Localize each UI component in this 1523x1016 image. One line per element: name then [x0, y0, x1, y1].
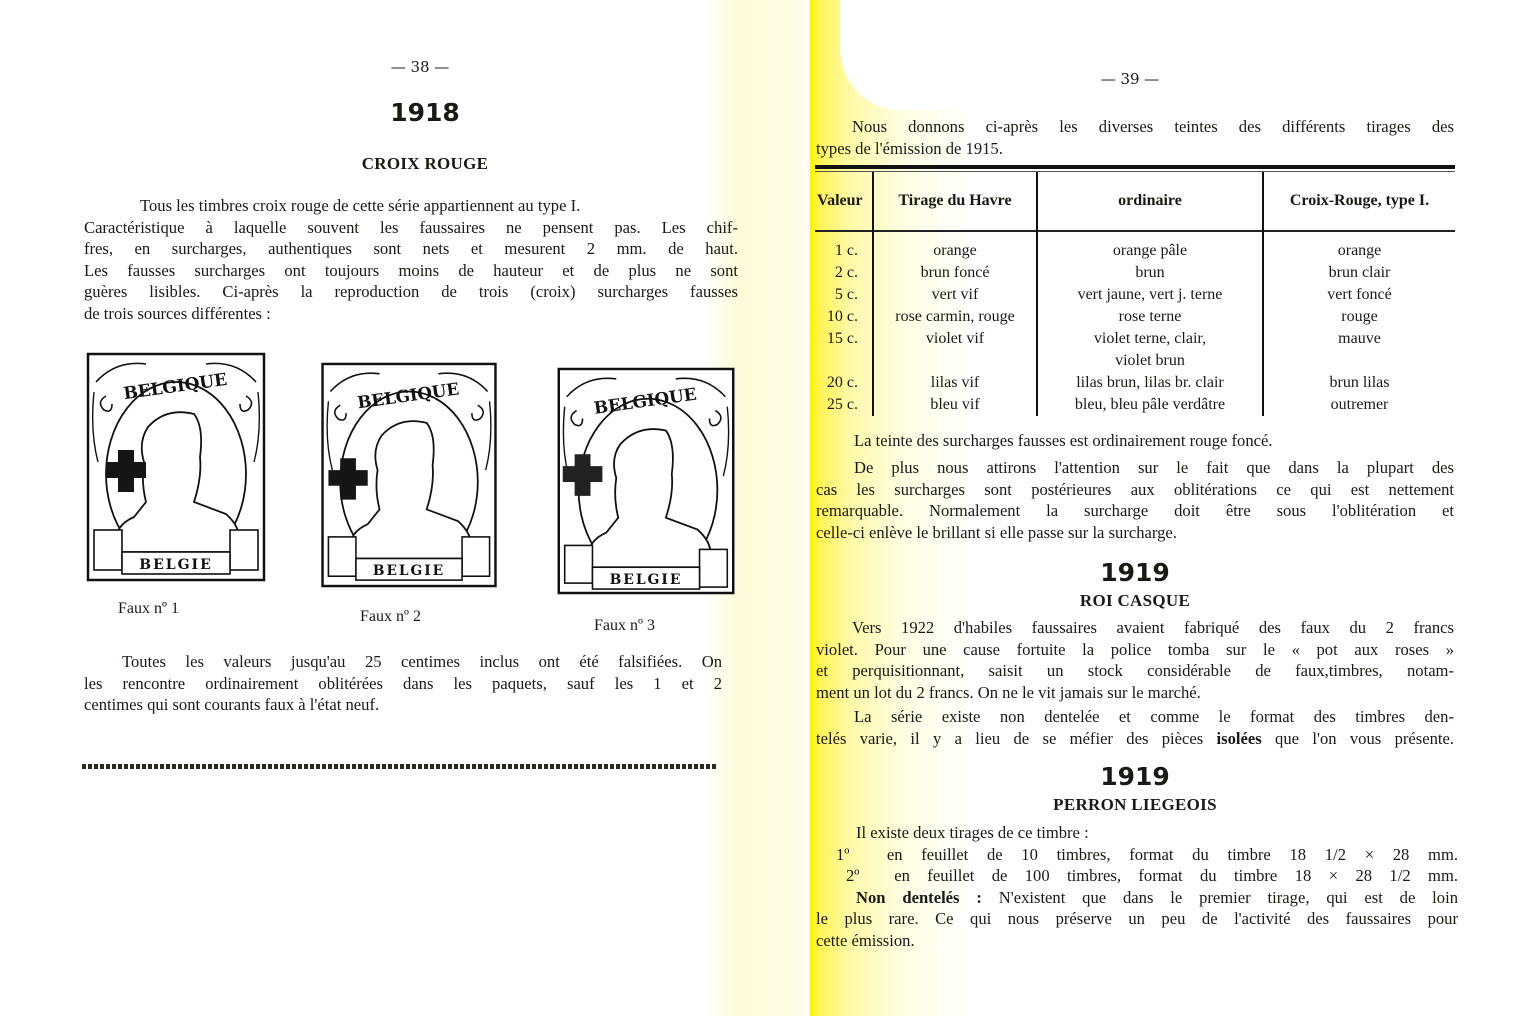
text-line: Vers 1922 d'habiles faussaires avaient fabriqué des faux du 2 francs: [852, 618, 1454, 637]
table-row: [815, 284, 1455, 306]
cell-ordinaire: orange pâle: [1037, 231, 1263, 262]
cell-havre: lilas vif: [873, 372, 1037, 394]
column-header: Valeur: [817, 192, 863, 209]
text-line: Caractéristique à laquelle souvent les faussaires ne pensent pas. Les chif-: [84, 217, 738, 237]
text-line: et perquisitionnant, saisit un stock considérable de faux,timbres, notam-: [816, 661, 1454, 680]
emphasis-text: isolées: [1216, 728, 1262, 748]
cell-croix-rouge: orange: [1263, 231, 1455, 262]
cell-value: 1 c.: [834, 242, 858, 259]
text-line: remarquable. Normalement la surcharge doit être sous l'oblitération et: [816, 501, 1454, 520]
roi-casque-paragraph-1: [816, 617, 1454, 703]
cell-value: 15 c.: [826, 330, 858, 347]
cell-value: 25 c.: [826, 396, 858, 413]
cell-havre: brun foncé: [873, 262, 1037, 284]
cell-value: 10 c.: [826, 308, 858, 325]
cell-ordinaire: vert jaune, vert j. terne: [1037, 284, 1263, 306]
page-number: — 39 —: [1100, 70, 1160, 88]
text-line: Tous les timbres croix rouge de cette série appartiennent au type I.: [140, 196, 581, 215]
column-header: Tirage du Havre: [873, 172, 1037, 231]
color-shades-table: [815, 165, 1455, 416]
cell-havre: orange: [873, 231, 1037, 262]
text-line: le plus rare. Ce qui nous préserve un peu de l'activité des faussaires pour: [816, 909, 1458, 928]
stamp-caption-2: Faux nº 2: [360, 608, 421, 625]
list-item-1: [816, 844, 1458, 866]
text-line: Toutes les valeurs jusqu'au 25 centimes inclus ont été falsifiées. On: [122, 652, 722, 671]
cell-value: [815, 350, 873, 372]
column-header: Croix-Rouge, type I.: [1263, 172, 1455, 231]
text-line: Il existe deux tirages de ce timbre :: [856, 823, 1089, 842]
stamp-bottom-text: BELGIE: [609, 572, 683, 589]
text-line: cas les surcharges sont postérieures aux oblitérations ce qui est nettement: [816, 479, 1454, 499]
cell-value: 20 c.: [826, 374, 858, 391]
text-line: [816, 728, 1454, 750]
table-row: [815, 231, 1455, 262]
cell-havre: [873, 350, 1037, 372]
text-line: les rencontre ordinairement oblitérées dans les paquets, sauf les 1 et 2: [84, 673, 722, 693]
text-line: types de l'émission de 1915.: [816, 138, 1003, 158]
text-line: ment un lot du 2 francs. On ne le vit jamais sur le marché.: [816, 682, 1201, 702]
cell-croix-rouge: brun lilas: [1263, 372, 1455, 394]
stamp-caption-1: Faux nº 1: [118, 600, 179, 617]
table-row: [815, 372, 1455, 394]
text-line: cette émission.: [816, 930, 915, 950]
text-line: guères lisibles. Ci-après la reproduction de trois (croix) surcharges fausses: [84, 282, 738, 301]
section-title: ROI CASQUE: [1079, 591, 1191, 610]
closing-paragraph: [84, 651, 722, 716]
text-line: de trois sources différentes :: [84, 303, 271, 323]
text-span: que l'on vous présente.: [1261, 728, 1454, 748]
section-title: CROIX ROUGE: [361, 154, 489, 173]
text-line: celle-ci enlève le brillant si elle passe sur la surcharge.: [816, 522, 1177, 542]
section-title: PERRON LIEGEOIS: [1053, 795, 1217, 814]
cell-croix-rouge: [1263, 350, 1455, 372]
text-line: centimes qui sont courants faux à l'état neuf.: [84, 695, 380, 714]
text-span: telés varie, il y a lieu de se méfier des pièces: [816, 728, 1217, 748]
text-line: Nous donnons ci-après les diverses teintes des différents tirages des: [852, 117, 1454, 136]
section-year: 1919: [1100, 762, 1170, 791]
cell-ordinaire: violet terne, clair,: [1037, 328, 1263, 350]
list-number: 2º: [846, 866, 860, 885]
table-top-rule: [815, 165, 1455, 169]
cell-croix-rouge: outremer: [1263, 394, 1455, 416]
list-text: en feuillet de 10 timbres, format du timbre 18 1/2 × 28 mm.: [886, 844, 1459, 864]
text-line: De plus nous attirons l'attention sur le fait que dans la plupart des: [854, 458, 1454, 477]
stamp-top-text: BELGIQUE: [592, 383, 698, 418]
roi-casque-paragraph-2: [816, 706, 1454, 749]
column-header: ordinaire: [1037, 172, 1263, 231]
cell-croix-rouge: vert foncé: [1263, 284, 1455, 306]
stamp-top-text: BELGIQUE: [356, 378, 461, 413]
page-number: — 38 —: [390, 58, 450, 76]
cell-value: 2 c.: [834, 264, 858, 281]
list-number: 1º: [836, 844, 850, 864]
perron-paragraph: [816, 822, 1458, 951]
text-line: fres, en surcharges, authentiques sont nets et mesurent 2 mm. de haut.: [84, 239, 738, 258]
table-row: [815, 350, 1455, 372]
stamp-bottom-text: BELGIE: [139, 557, 213, 573]
cell-havre: rose carmin, rouge: [873, 306, 1037, 328]
cell-ordinaire: bleu, bleu pâle verdâtre: [1037, 394, 1263, 416]
cell-ordinaire: violet brun: [1037, 350, 1263, 372]
paper-highlight: [840, 0, 1523, 110]
table-row: [815, 328, 1455, 350]
stamp-caption-3: Faux nº 3: [594, 617, 655, 634]
cell-value: 5 c.: [834, 286, 858, 303]
cell-croix-rouge: mauve: [1263, 328, 1455, 350]
list-text: en feuillet de 100 timbres, format du timbre 18 × 28 1/2 mm.: [894, 866, 1459, 885]
intro-paragraph: [816, 116, 1454, 159]
cell-ordinaire: brun: [1037, 262, 1263, 284]
table-header-row: [815, 172, 1455, 231]
stamp-illustration-3: [555, 367, 737, 595]
cell-ordinaire: rose terne: [1037, 306, 1263, 328]
text-line: violet. Pour une cause fortuite la police tomba sur le « pot aux roses »: [816, 639, 1454, 659]
cell-ordinaire: lilas brun, lilas br. clair: [1037, 372, 1263, 394]
section-year: 1919: [1100, 558, 1170, 587]
section-year: 1918: [390, 98, 460, 127]
cell-croix-rouge: brun clair: [1263, 262, 1455, 284]
text-line: La teinte des surcharges fausses est ordinairement rouge foncé.: [854, 431, 1273, 450]
table-row: [815, 306, 1455, 328]
intro-paragraph: [84, 195, 738, 324]
emphasis-text: Non dentelés :: [856, 887, 982, 907]
note-paragraph-2: [816, 457, 1454, 543]
stamp-bottom-text: BELGIE: [372, 563, 446, 580]
dotted-separator: [82, 764, 718, 769]
text-line: La série existe non dentelée et comme le format des timbres den-: [854, 707, 1454, 726]
stamp-top-text: BELGIQUE: [122, 369, 229, 405]
stamp-illustration-1: [86, 352, 266, 582]
text-line: Les fausses surcharges ont toujours moins de hauteur et de plus ne sont: [84, 260, 738, 280]
shades-table: [815, 172, 1455, 416]
note-paragraph-1: [816, 430, 1454, 452]
table-row: [815, 394, 1455, 416]
cell-havre: violet vif: [873, 328, 1037, 350]
table-row: [815, 262, 1455, 284]
cell-croix-rouge: rouge: [1263, 306, 1455, 328]
text-line: [816, 887, 1458, 909]
stamp-illustration-2: [320, 362, 498, 588]
cell-havre: bleu vif: [873, 394, 1037, 416]
list-item-2: [816, 865, 1458, 887]
text-span: N'existent que dans le premier tirage, qui est de loin: [981, 887, 1458, 907]
cell-havre: vert vif: [873, 284, 1037, 306]
